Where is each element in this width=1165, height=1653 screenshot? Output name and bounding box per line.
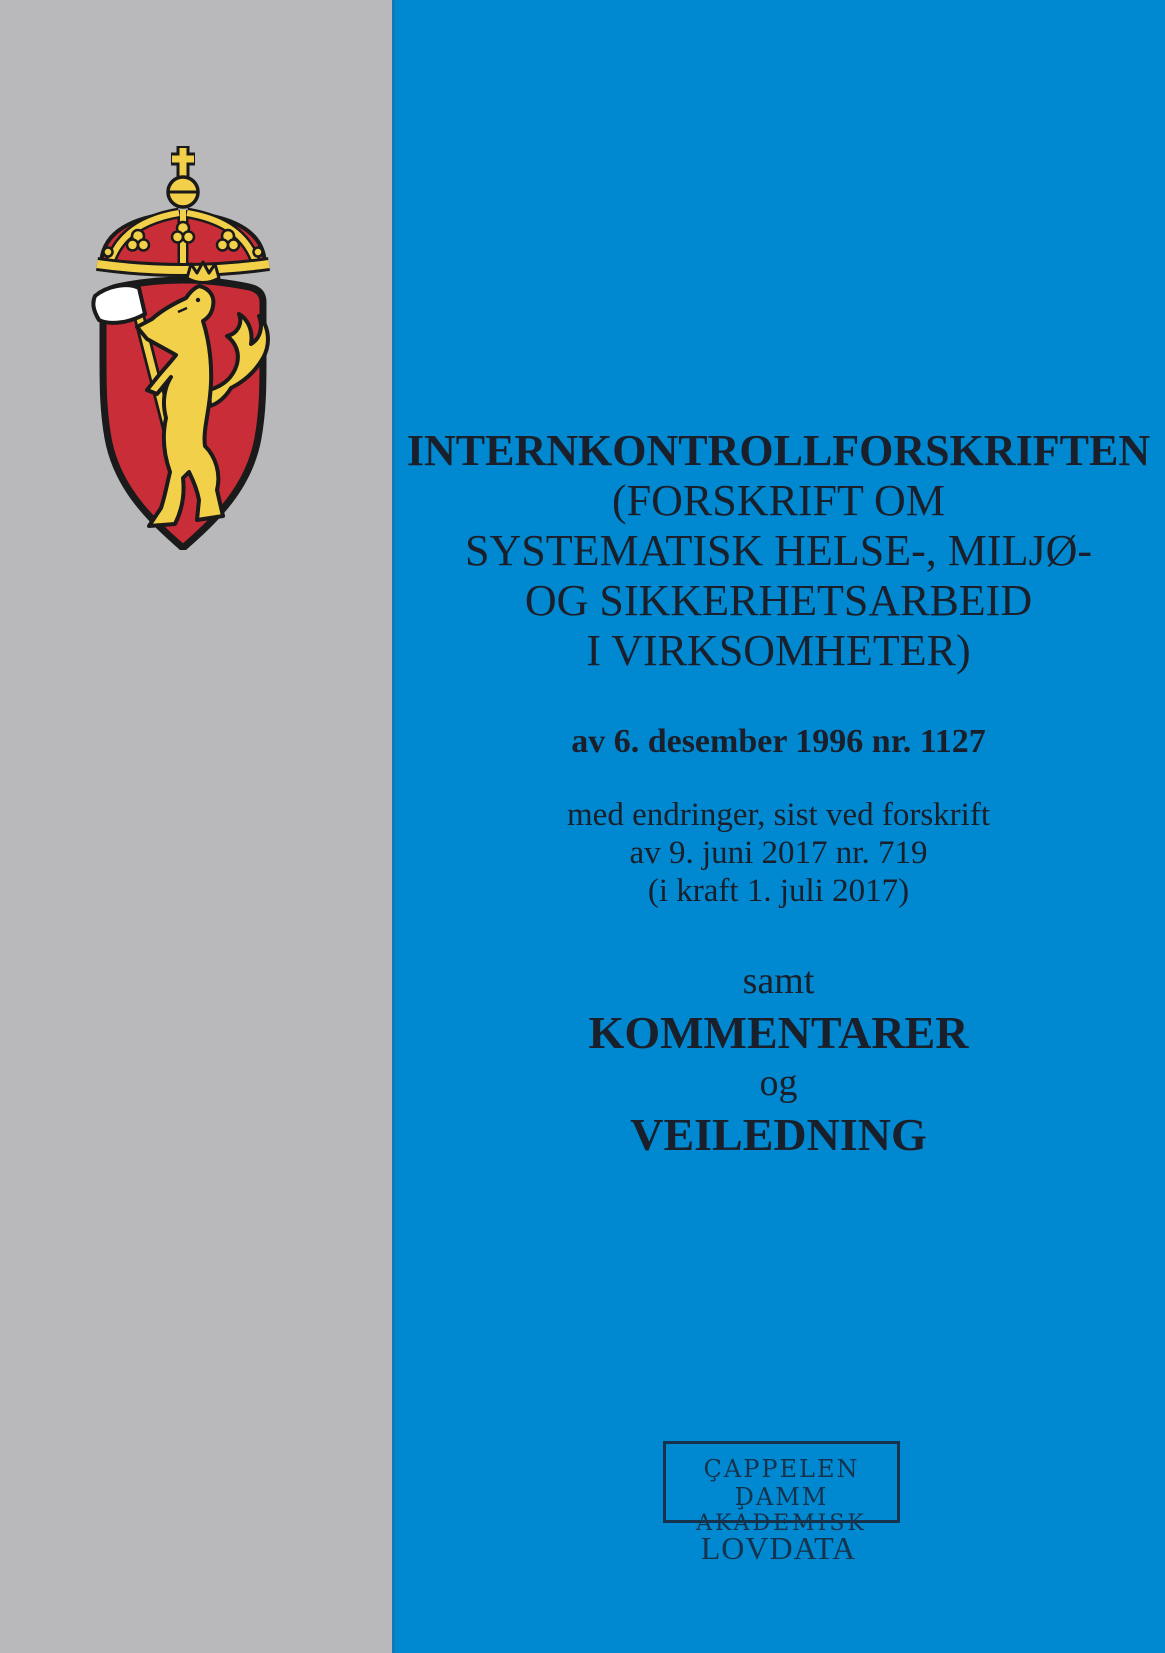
orb-cross [171, 146, 195, 180]
og-line: og [759, 1062, 798, 1104]
orb [168, 177, 198, 207]
cover-title [392, 426, 1165, 676]
title-line-5: I VIRKSOMHETER) [586, 626, 971, 675]
norway-coat-of-arms-icon [83, 140, 283, 550]
axe-head [93, 285, 145, 323]
publisher-logo-box [663, 1441, 900, 1536]
veiledning-line: VEILEDNING [630, 1109, 927, 1160]
lovdata-imprint: LOVDATA [700, 1530, 857, 1566]
amendment-line-1: med endringer, sist ved forskrift [567, 797, 990, 833]
amendment-line-3: (i kraft 1. juli 2017) [647, 873, 910, 909]
title-line-3: SYSTEMATISK HELSE-, MILJØ- [465, 526, 1092, 575]
title-line-4: OG SIKKERHETSARBEID [524, 576, 1033, 625]
lion-crown [187, 262, 219, 283]
amendments-block [392, 796, 1165, 910]
decree-date-line: av 6. desember 1996 nr. 1127 [571, 723, 986, 760]
amendment-line-2: av 9. juni 2017 nr. 719 [629, 835, 928, 871]
title-line-2: (FORSKRIFT OM [612, 476, 945, 525]
supplement-block [392, 956, 1165, 1160]
royal-crown [97, 210, 269, 270]
publisher-name: ÇAPPELEN ḐAMM [703, 1455, 860, 1511]
samt-line: samt [742, 960, 815, 1002]
publisher-division: AKADEMISK [696, 1511, 867, 1536]
title-line-1: INTERNKONTROLLFORSKRIFTEN [406, 426, 1151, 475]
kommentarer-line: KOMMENTARER [588, 1007, 969, 1058]
